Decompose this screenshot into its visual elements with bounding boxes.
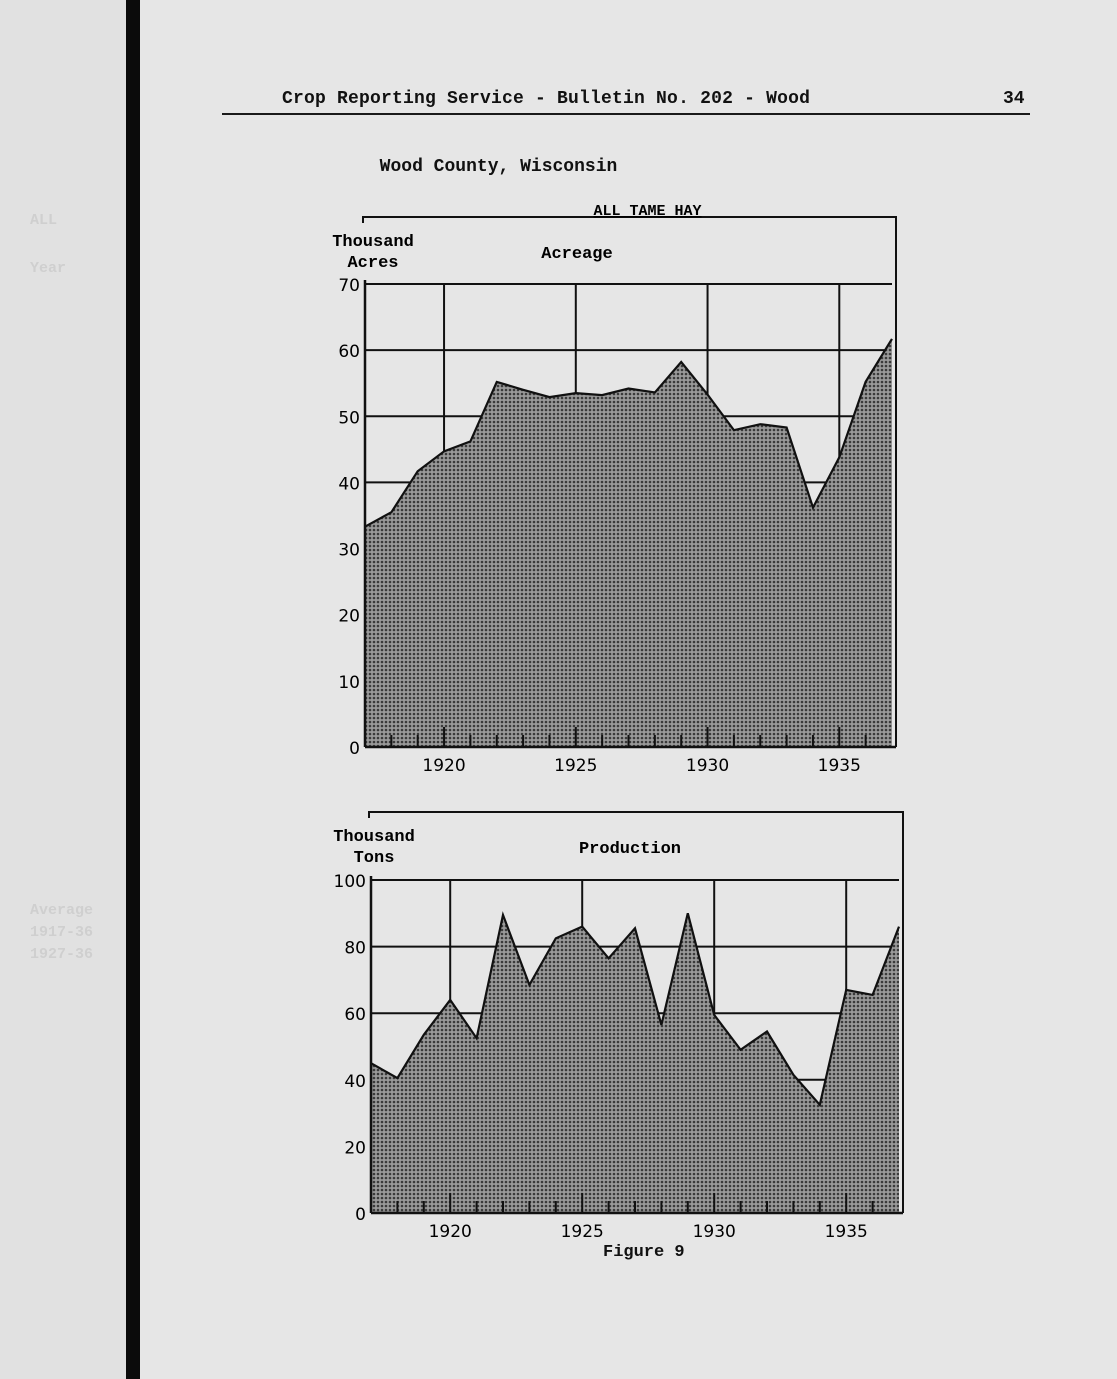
page-number: 34 [1003, 89, 1025, 109]
y-tick-label: 50 [338, 408, 360, 429]
x-tick-label: 1920 [428, 1222, 472, 1242]
ghost-text: 1927-36 [30, 946, 94, 963]
y-tick-label: 40 [344, 1071, 366, 1092]
county-text: Wood County, Wisconsin [379, 157, 618, 177]
y-tick-label: 60 [344, 1005, 366, 1026]
acreage-chart [332, 203, 896, 776]
y-tick-label: 0 [349, 739, 360, 759]
y-axis-label: Acres [347, 254, 399, 273]
y-axis-label: Thousand [333, 828, 415, 847]
y-tick-label: 100 [333, 872, 366, 892]
ghost-text: Average [30, 902, 94, 919]
production-chart [333, 812, 903, 1242]
y-tick-label: 60 [338, 342, 360, 363]
x-tick-label: 1920 [422, 756, 466, 776]
y-tick-label: 20 [338, 606, 360, 627]
x-tick-label: 1925 [560, 1222, 604, 1242]
x-tick-label: 1925 [554, 756, 598, 776]
y-tick-label: 70 [338, 276, 360, 296]
chart-subtitle: Production [578, 840, 682, 859]
x-tick-label: 1930 [685, 756, 730, 776]
y-tick-label: 30 [338, 540, 360, 561]
y-axis-label: Thousand [332, 233, 414, 252]
y-tick-label: 0 [355, 1205, 366, 1225]
chart-title: ALL TAME HAY [593, 203, 702, 220]
chart-subtitle: Acreage [541, 245, 613, 264]
figure-caption: Figure 9 [603, 1243, 685, 1262]
ghost-text: 1917-36 [30, 924, 94, 941]
running-header: Crop Reporting Service - Bulletin No. 202 - Wood [282, 89, 811, 109]
x-tick-label: 1935 [817, 756, 861, 776]
y-tick-label: 80 [344, 938, 366, 959]
x-tick-label: 1935 [824, 1222, 868, 1242]
x-tick-label: 1930 [692, 1222, 736, 1242]
y-tick-label: 40 [338, 474, 360, 495]
ghost-text: Year [30, 260, 67, 277]
ghost-text: ALL [30, 212, 58, 229]
y-axis-label: Tons [353, 849, 395, 868]
y-tick-label: 20 [344, 1138, 366, 1159]
y-tick-label: 10 [338, 672, 360, 693]
